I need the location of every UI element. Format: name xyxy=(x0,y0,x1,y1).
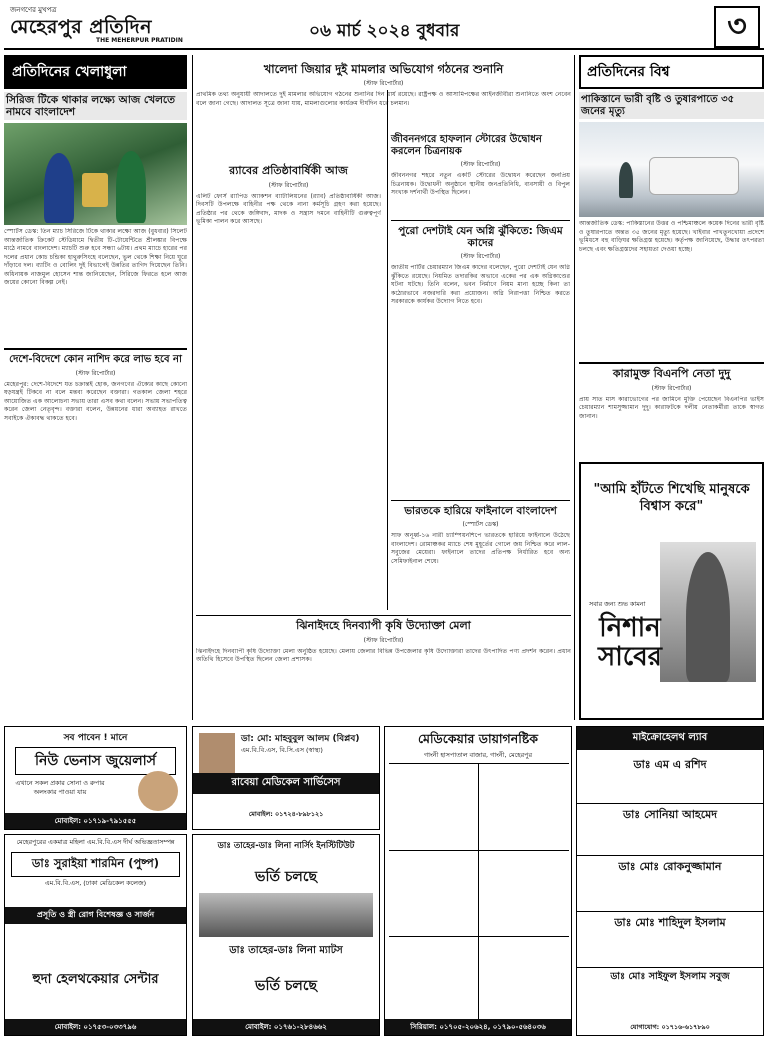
jewellers-bottom: মোবাইল: ০১৭১৯-৭৯১৫৫৫ xyxy=(5,813,186,829)
mid-right-col xyxy=(387,90,570,610)
masthead-tagline: জনগণের মুখপত্র xyxy=(10,6,57,14)
anniversary-headline: র‍্যাবের প্রতিষ্ঠাবার্ষিকী আজ xyxy=(229,164,348,177)
store-body: জীবননগর শহরে নতুন একটি স্টোরের উদ্বোধন করেছেন জনপ্রিয় চিত্রনায়ক। উদ্বোধনী অনুষ্ঠানে স্থানীয় জনপ্রতিনিধি, ব্যবসায়ী ও বিপুল সংখ্যক দর্শনার্থী উপস্থিত ছিলেন। xyxy=(391,172,570,197)
world-section-title: প্রতিদিনের বিশ্ব xyxy=(579,55,764,89)
abroad-body: মেহেরপুর: দেশে-বিদেশে যত চক্রান্তই হোক, জনগণের ঐক্যের কাছে কোনো ষড়যন্ত্রই টিকবে না বলে মন্তব্য করেছেন বক্তারা। গতকাল জেলা শহরে আয়োজিত এক আলোচনা সভায় তারা এসব কথা বলেন। সভায় সভাপতিত্ব করেন জেলা নেতৃবৃন্দ। বক্তারা বলেন, উন্নয়নের ধারা অব্যাহত রাখতে সবাইকে ঐক্যবদ্ধ থাকতে হবে। xyxy=(4,380,187,422)
sports-section-title: প্রতিদিনের খেলাধুলা xyxy=(4,55,187,89)
released-byline: (স্টাফ রিপোর্টার) xyxy=(651,384,692,392)
microhealth-doc3: ডাঃ মোঃ রোকনুজ্জামান xyxy=(577,855,763,877)
surayia-clinic: হুদা হেলথকেয়ার সেন্টার xyxy=(32,972,159,988)
sports-body: স্পোর্টস ডেস্ক: তিন ম্যাচ সিরিজে টিকে থাকার লক্ষ্যে আজ (বুধবার) সিলেট আন্তর্জাতিক ক্রিকেট স্টেডিয়ামে দ্বিতীয় টি-টোয়েন্টিতে শ্রীলঙ্কার বিপক্ষে মাঠে নামবে বাংলাদেশ। ম্যাচটি শুরু হবে সন্ধ্যা ৬টায়। প্রথম ম্যাচে হারের পর দলের প্রধান কোচ চন্ডিকা হাথুরুসিংহে বলেছেন, ভুল থেকে শিক্ষা নিয়ে ঘুরে দাঁড়াবে দল। ব্যাটিং ও বোলিং দুই বিভাগেই উন্নতির তাগিদ দিয়েছেন তিনি। অধিনায়ক নাজমুল হোসেন শান্ত জানিয়েছেন, সিরিজে ফিরতে হলে আজ জয়ের কোনো বিকল্প নেই। xyxy=(4,228,187,287)
microhealth-doc4: ডাঃ মোঃ শাহিদুল ইসলাম xyxy=(577,911,763,933)
medicare-doctor-grid xyxy=(389,763,569,1021)
microhealth-doc5: ডাঃ মোঃ সাইফুল ইসলাম সবুজ xyxy=(577,967,763,985)
doctor1-deg: এম.বি.বি.এস, বি.সি.এস (স্বাস্থ্য) xyxy=(241,746,323,754)
middle-columns xyxy=(192,55,575,720)
football-byline: (স্পোর্টস ডেস্ক) xyxy=(462,521,499,529)
issue-date: ০৬ মার্চ ২০২৪ বুধবার xyxy=(309,21,460,41)
nursing-admit2: ভর্তি চলছে xyxy=(255,978,317,994)
fire-headline: পুরো দেশটাই যেন অগ্নি ঝুঁকিতে: জিএম কাদের xyxy=(391,220,570,249)
world-headline: পাকিস্তানে ভারী বৃষ্টি ও তুষারপাতে ৩৫ জনের মৃত্যু xyxy=(579,92,764,119)
sports-headline: সিরিজ টিকে থাকার লক্ষ্যে আজ খেলতে নামবে বাংলাদেশ xyxy=(4,92,187,120)
fire-body: জাতীয় পার্টির চেয়ারম্যান জিএম কাদের বলেছেন, পুরো দেশটাই যেন অগ্নি ঝুঁকিতে রয়েছে। নিয়মিত তদারকির অভাবে একের পর এক অগ্নিকাণ্ডের ঘটনা ঘটছে। তিনি বলেন, ভবন নির্মাণে নিয়ম মানা হচ্ছে কিনা তা কঠোরভাবে নজরদারি করা প্রয়োজন। অগ্নি নিরাপত্তা নিশ্চিত করতে সরকারকে কার্যকর উদ্যোগ নিতে হবে। xyxy=(391,264,570,306)
abroad-article xyxy=(4,348,187,720)
surayia-top: মেহেরপুরের একমাত্র মহিলা এম.বি.বি.এস দীর্ঘ অভিজ্ঞতাসম্পন্ন xyxy=(16,838,175,846)
newspaper-subname: THE MEHERPUR PRATIDIN xyxy=(96,37,183,44)
farm-body: ঝিনাইদহে দিনব্যাপী কৃষি উদ্যোক্তা মেলা অনুষ্ঠিত হয়েছে। মেলায় জেলার বিভিন্ন উপজেলার কৃষি উদ্যোক্তারা তাদের উৎপাদিত পণ্য প্রদর্শন করেন। প্রধান অতিথি হিসেবে উপস্থিত ছিলেন জেলা প্রশাসক। xyxy=(196,647,571,664)
surayia-name: ডাঃ সুরাইয়া শারমিন (পুষ্প) xyxy=(11,852,180,877)
doctor1-photo xyxy=(199,733,235,773)
abroad-headline: দেশে-বিদেশে কোন নাশিদ করে লাভ হবে না xyxy=(9,354,182,365)
surayia-phone: মোবাইল: ০১৭৫৩-০৩৩৭৯৬ xyxy=(5,1019,186,1035)
promo-quote: "আমি হাঁটতে শিখেছি মানুষকে বিশ্বাস করে" xyxy=(593,482,750,514)
khaleda-body: প্রাথমিক তথ্য অনুযায়ী আদালতে দুই মামলার অভিযোগ গঠনের শুনানির দিন ধার্য রয়েছে। রাষ্ট্রপক্ষ ও আসামিপক্ষের আইনজীবীরা শুনানিতে অংশ নেবেন বলে জানা গেছে। আদালত সূত্রে জানা যায়, মামলাগুলোর কার্যক্রম দীর্ঘদিন ধরে চলমান। xyxy=(196,91,571,107)
newspaper-name: মেহেরপুর প্রতিদিন xyxy=(10,16,152,38)
medicare-sub: গাংনী হাসপাতাল বাজার, গাংনী, মেহেরপুর xyxy=(423,751,533,759)
doctor1-name: ডা: মো: মাহবুবুল আলম (বিপ্লব) xyxy=(241,734,360,744)
jewellers-name: নিউ ভেনাস জুয়েলার্স xyxy=(15,747,176,775)
football-headline: ভারতকে হারিয়ে ফাইনালে বাংলাদেশ xyxy=(391,500,570,517)
sports-section xyxy=(4,55,187,345)
world-body: আন্তর্জাতিক ডেস্ক: পাকিস্তানের উত্তর ও পশ্চিমাঞ্চলে কয়েক দিনের ভারী বৃষ্টি ও তুষারপাতে অন্তত ৩৫ জনের মৃত্যু হয়েছে। খাইবার পাখতুনখোয়া প্রদেশে ভূমিধসে বহু বাড়িঘর ক্ষতিগ্রস্ত হয়েছে। কর্তৃপক্ষ জানিয়েছে, উদ্ধার তৎপরতা চলছে এবং ক্ষতিগ্রস্তদের সহায়তা দেওয়া হচ্ছে। xyxy=(579,220,764,253)
microhealth-name: মাইক্রোহেলথ ল্যাব xyxy=(577,727,763,750)
jewellers-sub: এখানে সকল প্রকার সোনা ও রুপার অলংকার পাওয়া যায় xyxy=(15,779,105,796)
nursing-name: ডাঃ তাহের-ডাঃ লিনা নার্সিং ইনস্টিটিউট xyxy=(217,841,355,851)
surayia-deg: এম.বি.বি.এস, (ঢাকা মেডিকেল কলেজ) xyxy=(44,878,147,887)
anniversary-byline: (স্টাফ রিপোর্টার) xyxy=(268,181,309,189)
nursing-group-photo xyxy=(199,893,373,937)
doctor1-ad xyxy=(192,726,380,830)
surayia-spec: প্রসূতি ও স্ত্রী রোগ বিশেষজ্ঞ ও সার্জন xyxy=(5,907,186,924)
sports-photo xyxy=(4,123,187,225)
released-article xyxy=(579,362,764,458)
mid-left-col xyxy=(196,165,381,610)
doctor1-phone: মোবাইল: ০১৭২৪-৮৯৮১২১ xyxy=(248,809,324,818)
doctor1-clinic: রাবেয়া মেডিকেল সার্ভিসেস xyxy=(193,773,379,794)
snow-photo xyxy=(579,122,764,217)
jewellers-ad xyxy=(4,726,187,830)
store-byline: (স্টাফ রিপোর্টার) xyxy=(460,161,501,168)
abroad-byline: (স্টাফ রিপোর্টার) xyxy=(75,369,116,377)
khaleda-byline: (স্টাফ রিপোর্টার) xyxy=(363,80,404,88)
released-headline: কারামুক্ত বিএনপি নেতা দুদু xyxy=(612,367,731,380)
world-section xyxy=(579,55,764,360)
medicare-ad xyxy=(384,726,572,1036)
jewellers-top: সব পাবেন ! মানে xyxy=(63,733,128,743)
football-body: সাফ অনূর্ধ্ব-১৬ নারী চ্যাম্পিয়নশিপে ভারতকে হারিয়ে ফাইনালে উঠেছে বাংলাদেশ। রোমাঞ্চকর ম্যাচে শেষ মুহূর্তের গোলে জয় নিশ্চিত করে লাল-সবুজের মেয়েরা। ফাইনালে তাদের প্রতিপক্ষ নির্ধারিত হবে অন্য সেমিফাইনাল শেষে। xyxy=(391,532,570,565)
promo-ad xyxy=(579,462,764,720)
microhealth-ad xyxy=(576,726,764,1036)
nursing-ad xyxy=(192,834,380,1036)
farm-article xyxy=(196,615,571,717)
promo-small: সবার জন্য শুভ কামনা xyxy=(589,600,646,608)
anniversary-body: এলিট ফোর্স র‍্যাপিড অ্যাকশন ব্যাটালিয়নের (র‍্যাব) প্রতিষ্ঠাবার্ষিকী আজ। দিবসটি উপলক্ষে বাহিনীর পক্ষ থেকে নানা কর্মসূচি গ্রহণ করা হয়েছে। প্রতিষ্ঠার পর থেকে জঙ্গিবাদ, মাদক ও সন্ত্রাস দমনে বাহিনীটি গুরুত্বপূর্ণ ভূমিকা পালন করে আসছে। xyxy=(196,192,381,226)
masthead xyxy=(4,4,764,50)
released-body: প্রায় সাত মাস কারাভোগের পর জামিনে মুক্তি পেয়েছেন বিএনপির ভাইস চেয়ারম্যান শামসুজ্জামান দুদু। কারাফটকে দলীয় নেতাকর্মীরা তাকে স্বাগত জানান। xyxy=(579,395,764,420)
farm-headline: ঝিনাইদহে দিনব্যাপী কৃষি উদ্যোক্তা মেলা xyxy=(296,619,471,632)
fire-byline: (স্টাফ রিপোর্টার) xyxy=(460,253,501,261)
nursing-mats: ডাঃ তাহের-ডাঃ লিনা ম্যাটস xyxy=(229,945,343,956)
surayia-ad xyxy=(4,834,187,1036)
microhealth-doc2: ডাঃ সোনিয়া আহমেদ xyxy=(577,803,763,825)
promo-signature: নিশান সাবের xyxy=(598,613,662,672)
store-headline: জীবননগরে হাফলান স্টোরের উদ্বোধন করলেন চিত্রনায়ক xyxy=(391,134,542,157)
nursing-admit: ভর্তি চলছে xyxy=(255,869,317,885)
page-number: ৩ xyxy=(714,6,760,48)
farm-byline: (স্টাফ রিপোর্টার) xyxy=(363,636,404,644)
microhealth-doc1: ডাঃ এম এ রশিদ xyxy=(633,758,707,771)
medicare-name: মেডিকেয়ার ডায়াগনষ্টিক xyxy=(417,731,539,746)
medicare-phone: সিরিয়াল: ০১৭০৫-২০৬২৪, ০১৭৯০-৫৬৪০৩৬ xyxy=(385,1019,571,1035)
nursing-phone: মোবাইল: ০১৭৬১-২৮৪৬৬২ xyxy=(193,1019,379,1035)
microhealth-phone: যোগাযোগ: ০১৭১৬-৬১৭৮৯০ xyxy=(630,1023,710,1032)
jeweller-avatar xyxy=(138,771,178,811)
khaleda-headline: খালেদা জিয়ার দুই মামলার অভিযোগ গঠনের শুনানি xyxy=(263,62,504,76)
